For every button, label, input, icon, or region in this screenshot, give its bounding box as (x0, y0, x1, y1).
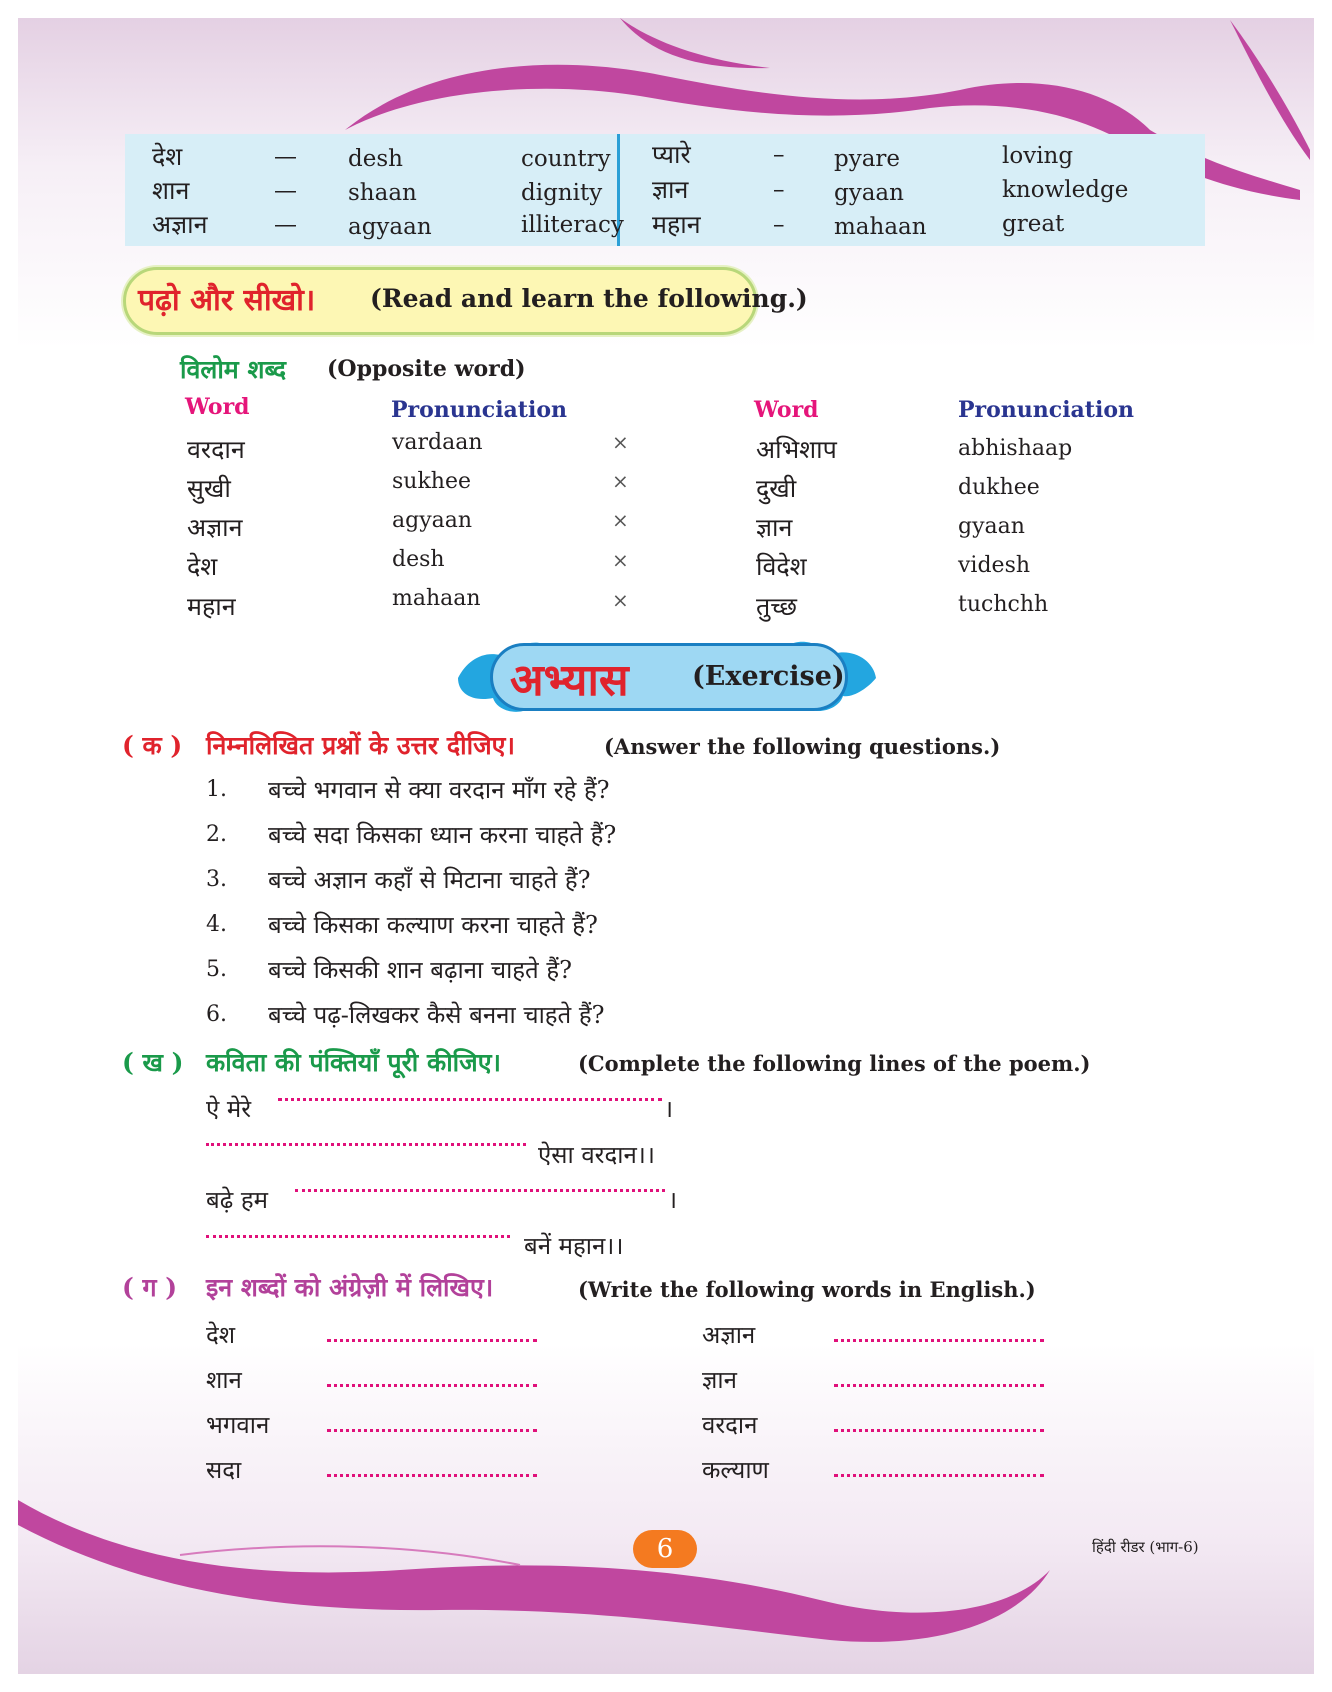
section-c-english: (Write the following words in English.) (578, 1277, 1036, 1302)
column-header-word: Word (754, 397, 819, 423)
vocab-meaning: great (1002, 211, 1065, 237)
exercise-subtitle: (Exercise) (692, 661, 845, 692)
vocab-dash: — (274, 212, 297, 238)
opposite-symbol: × (612, 469, 629, 493)
top-swoosh-tip (620, 18, 770, 68)
opposite-symbol: × (612, 508, 629, 532)
opposite-pronunciation-cell: abhishaap (958, 436, 1073, 461)
section-a-english: (Answer the following questions.) (604, 734, 1001, 759)
word-cell: देश (187, 552, 218, 581)
vocab-dash: — (274, 178, 297, 204)
top-right-swoosh (1230, 20, 1310, 160)
vocab-hindi: देश (152, 142, 183, 171)
question-text: बच्चे किसका कल्याण करना चाहते हैं? (268, 911, 598, 939)
column-header-word: Word (185, 394, 250, 420)
pronunciation-cell: mahaan (392, 586, 481, 611)
answer-blank[interactable] (327, 1429, 537, 1432)
vocab-meaning: loving (1002, 143, 1074, 169)
opposite-pronunciation-cell: videsh (958, 553, 1031, 578)
section-c-label: ( ग ) (122, 1273, 178, 1302)
vocab-hindi: ज्ञान (652, 175, 689, 204)
vocab-translit: agyaan (348, 214, 432, 240)
pronunciation-cell: agyaan (392, 508, 473, 533)
word-cell: सुखी (187, 474, 231, 503)
section-b-english: (Complete the following lines of the poem.) (578, 1051, 1091, 1076)
fill-blank-line[interactable] (206, 1143, 526, 1146)
vocab-meaning: illiteracy (521, 212, 624, 238)
word-to-translate: भगवान (206, 1411, 270, 1439)
vocab-translit: mahaan (834, 214, 927, 240)
vocab-translit: desh (348, 146, 403, 172)
poem-line-3-start: बढ़े हम (206, 1186, 268, 1214)
question-number: 2. (206, 822, 227, 847)
answer-blank[interactable] (834, 1384, 1044, 1387)
word-to-translate: शान (206, 1366, 242, 1394)
pronunciation-cell: desh (392, 547, 445, 572)
fill-blank-line[interactable] (206, 1235, 510, 1238)
question-number: 5. (206, 957, 227, 982)
vocab-meaning: dignity (521, 180, 603, 206)
poem-line-4-end: बनें महान।। (524, 1232, 624, 1260)
answer-blank[interactable] (834, 1474, 1044, 1477)
vocab-hindi: अज्ञान (152, 210, 208, 239)
read-learn-title: पढ़ो और सीखो। (138, 283, 316, 318)
question-number: 3. (206, 867, 227, 892)
fill-blank-line[interactable] (278, 1098, 662, 1101)
vocab-translit: shaan (348, 180, 417, 206)
question-text: बच्चे पढ़-लिखकर कैसे बनना चाहते हैं? (268, 1001, 605, 1029)
opposite-symbol: × (612, 430, 629, 454)
section-b-title: कविता की पंक्तियाँ पूरी कीजिए। (206, 1048, 501, 1077)
answer-blank[interactable] (327, 1384, 537, 1387)
answer-blank[interactable] (327, 1474, 537, 1477)
vocab-dash: – (773, 177, 785, 203)
opposite-word-cell: ज्ञान (756, 513, 793, 542)
word-cell: वरदान (187, 435, 245, 464)
opposite-word-cell: तुच्छ (756, 592, 797, 621)
column-header-pronunciation: Pronunciation (958, 397, 1134, 423)
vocab-meaning: country (521, 146, 611, 172)
word-to-translate: देश (206, 1321, 236, 1349)
word-to-translate: ज्ञान (702, 1366, 737, 1394)
word-cell: अज्ञान (187, 513, 243, 542)
vocab-dash: — (274, 144, 297, 170)
word-to-translate: सदा (206, 1456, 242, 1484)
vocab-hindi: प्यारे (652, 140, 691, 169)
question-number: 1. (206, 777, 227, 802)
vocab-dash: – (773, 142, 785, 168)
exercise-title: अभ्यास (510, 655, 629, 706)
word-to-translate: अज्ञान (702, 1321, 756, 1349)
answer-blank[interactable] (834, 1339, 1044, 1342)
section-a-label: ( क ) (122, 731, 183, 760)
read-learn-subtitle: (Read and learn the following.) (370, 284, 808, 313)
book-title-footer: हिंदी रीडर (भाग-6) (1092, 1538, 1199, 1556)
poem-line-3-end: । (668, 1186, 678, 1214)
opposites-title: विलोम शब्द (180, 355, 287, 384)
word-to-translate: कल्याण (702, 1456, 769, 1484)
question-text: बच्चे अज्ञान कहाँ से मिटाना चाहते हैं? (268, 866, 591, 894)
vocab-hindi: शान (152, 176, 190, 205)
answer-blank[interactable] (327, 1339, 537, 1342)
pronunciation-cell: vardaan (392, 430, 483, 455)
question-text: बच्चे किसकी शान बढ़ाना चाहते हैं? (268, 956, 572, 984)
poem-line-2-end: ऐसा वरदान।। (538, 1141, 655, 1169)
opposite-word-cell: अभिशाप (756, 435, 837, 464)
opposite-pronunciation-cell: gyaan (958, 514, 1025, 539)
question-text: बच्चे सदा किसका ध्यान करना चाहते हैं? (268, 821, 617, 849)
vocab-hindi: महान (652, 210, 701, 239)
poem-line-1-end: । (664, 1095, 674, 1123)
opposite-word-cell: दुखी (756, 474, 797, 503)
opposite-pronunciation-cell: tuchchh (958, 592, 1049, 617)
question-text: बच्चे भगवान से क्या वरदान माँग रहे हैं? (268, 776, 610, 804)
word-cell: महान (187, 592, 236, 621)
bottom-swoosh-line (180, 1546, 520, 1565)
fill-blank-line[interactable] (295, 1189, 665, 1192)
question-number: 4. (206, 912, 227, 937)
opposite-word-cell: विदेश (756, 552, 807, 581)
opposite-pronunciation-cell: dukhee (958, 475, 1040, 500)
section-a-title: निम्नलिखित प्रश्नों के उत्तर दीजिए। (206, 731, 515, 760)
page-number: 6 (633, 1530, 697, 1568)
opposites-subtitle: (Opposite word) (327, 356, 526, 382)
answer-blank[interactable] (834, 1429, 1044, 1432)
section-b-label: ( ख ) (122, 1048, 184, 1077)
pronunciation-cell: sukhee (392, 469, 471, 494)
section-c-title: इन शब्दों को अंग्रेज़ी में लिखिए। (206, 1273, 494, 1302)
vocab-translit: gyaan (834, 180, 904, 206)
opposite-symbol: × (612, 588, 629, 612)
vocab-dash: – (773, 212, 785, 238)
poem-line-1-start: ऐ मेरे (206, 1095, 252, 1123)
bottom-swoosh (18, 1500, 1050, 1642)
word-to-translate: वरदान (702, 1411, 758, 1439)
vocab-meaning: knowledge (1002, 177, 1129, 203)
opposite-symbol: × (612, 548, 629, 572)
vocab-translit: pyare (834, 146, 901, 172)
column-header-pronunciation: Pronunciation (391, 397, 567, 423)
question-number: 6. (206, 1002, 227, 1027)
